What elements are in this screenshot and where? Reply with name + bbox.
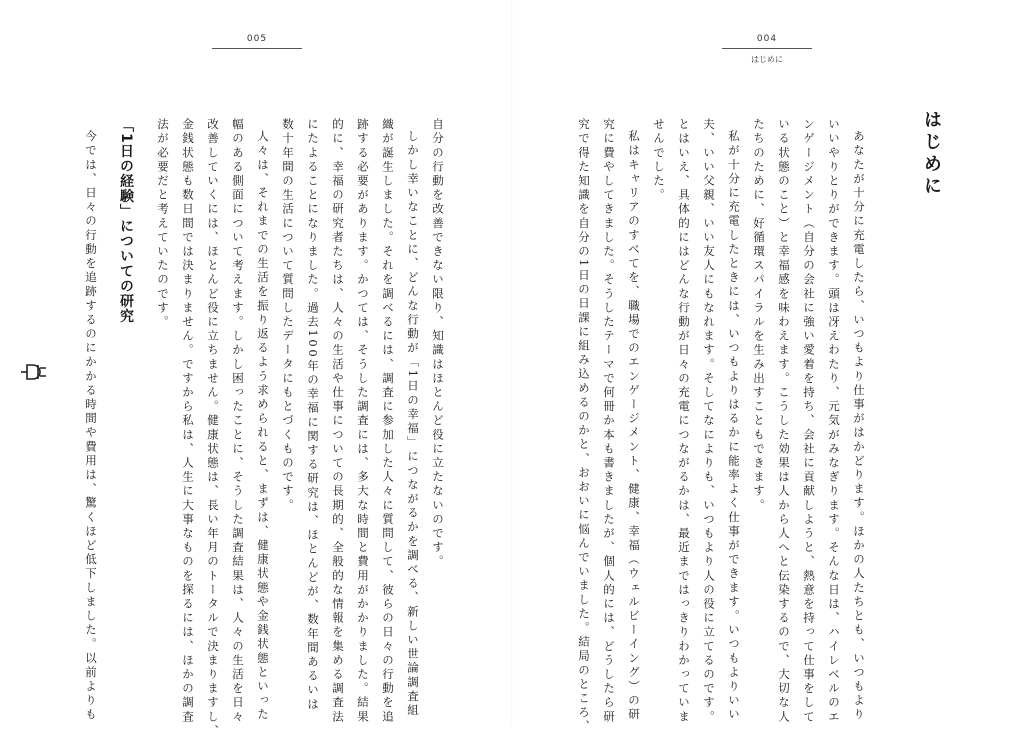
folio-left: 005 [246,34,268,44]
plug-icon [18,361,48,383]
body-column: 跡する必要があります。かつては、そうした調査には、多大な時間と費用がかかりました。結果 [356,118,370,725]
body-column: 自分の行動を改善できない限り、知識はほとんど役に立たないのです。 [431,118,445,570]
body-column: 幅のある側面について考えます。しかし困ったことに、そうした調査結果は、人々の生活を日々 [231,118,245,725]
running-head: はじめに [751,55,783,64]
body-column: 私が十分に充電したときには、いつもよりはるかに能率よく仕事ができます。いつもよりいい [727,130,741,723]
body-column: 究に費やしてきました。そうしたテーマで何冊か本も書きましたが、個人的には、どうしたら研 [602,118,616,725]
body-column: 私はキャリアのすべてを、職場でのエンゲージメント、健康、幸福（ウェルビーイング）の研 [627,130,641,723]
body-column: あなたが十分に充電したら、いつもより仕事がはかどります。ほかの人たちとも、いつもより [852,130,866,723]
right-page [512,0,1024,735]
body-column: 夫、いい父親、いい友人にもなれます。そしてなによりも、いつもより人の役に立てるのです。 [702,118,716,725]
body-column: しかし幸いなことに、どんな行動が「1日の幸福」につながるかを調べる、新しい世論調査組 [406,130,420,719]
body-column: ンゲージメント（自分の会社に強い愛着を持ち、会社に貢献しようと、熱意を持って仕事をして [802,118,816,725]
body-column: いる状態のこと）と幸福感を味わえます。こうした効果は人から人へと伝染するので、大切な人 [777,118,791,725]
body-column: 人々は、それまでの生活を振り返るよう求められると、まずは、健康状態や金銭状態といった [256,130,270,723]
section-subheading: 「1日の経験」についての研究 [118,118,134,324]
body-column: せんでした。 [652,118,666,203]
body-column: 的に、幸福の研究者たちは、人々の生活や仕事についての長期的、全般的な情報を集める調査法 [331,118,345,725]
body-column: 今では、日々の行動を追跡するのにかかる時間や費用は、驚くほど低下しました。以前よりも [84,130,98,723]
body-column: 数十年間の生活について質問したデータにもとづくものです。 [281,118,295,513]
body-column: 金銭状態も数日間では決まりません。ですから私は、人生に大事なものを探るには、ほかの調査 [181,118,195,725]
body-column: 改善していくには、ほとんど役に立ちません。健康状態は、長い年月のトータルで決まりますし、 [206,118,220,738]
body-column: たちのために、好循環スパイラルを生み出すこともできます。 [752,118,766,513]
body-column: とはいえ、具体的にはどんな行動が日々の充電につながるかは、最近まではっきりわかっていま [677,118,691,725]
folio-rule-left [212,48,302,49]
body-column: 法が必要だと考えていたのです。 [156,118,170,330]
folio-rule-right [722,48,812,49]
body-column: にたよることになりました。過去100年の幸福に関する研究は、ほとんどが、数年間あるいは [306,118,320,712]
body-column: 織が誕生しました。それを調べるには、調査に参加した人々に質問して、彼らの日々の行動を追 [381,118,395,725]
chapter-heading: はじめに [921,110,942,198]
body-column: いいやりとりができます。頭は冴えわたり、元気がみなぎります。そんな日は、ハイレベルのエ [827,118,841,725]
folio-right: 004 [756,34,778,44]
body-column: 究で得た知識を自分の1日の日課に組み込めるのかと、おおいに悩んでいました。結局のところ、 [577,118,591,735]
